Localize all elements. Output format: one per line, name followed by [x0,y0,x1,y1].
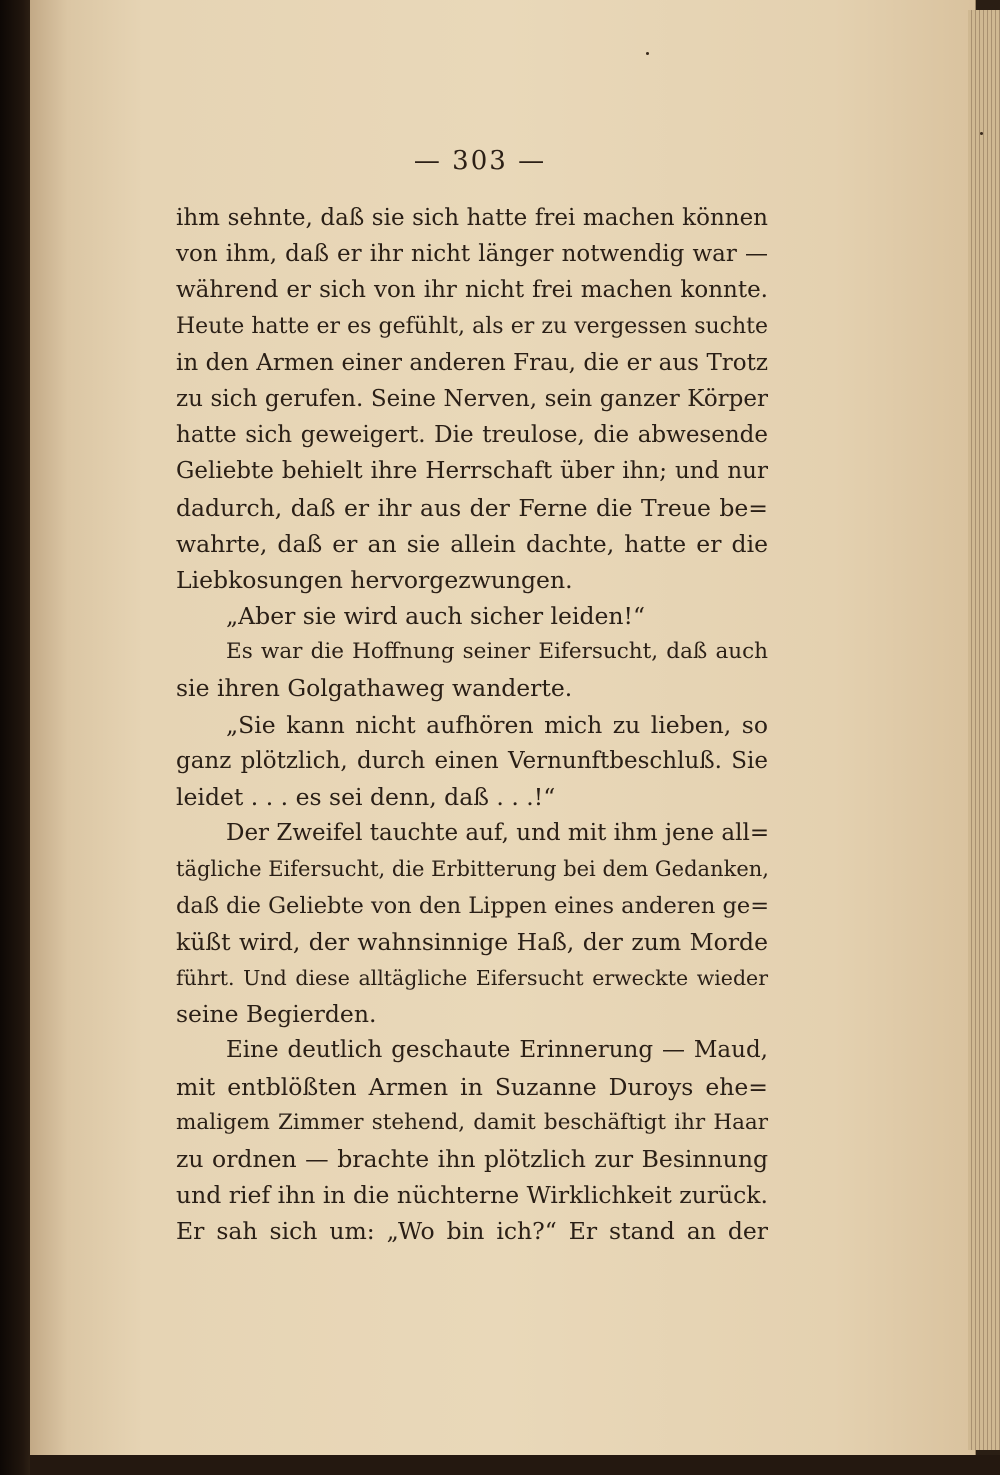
text-line: von ihm, daß er ihr nicht länger notwendig war — [176,241,768,268]
text-line: zu sich gerufen. Seine Nerven, sein ganzer Körper [176,385,768,412]
text-line: hatte sich geweigert. Die treulose, die abwesende [176,422,768,449]
text-line: „Sie kann nicht aufhören mich zu lieben, so [226,710,768,739]
text-line: Es war die Hoffnung seiner Eifersucht, daß auch [226,639,768,665]
text-line: zu ordnen — brachte ihn plötzlich zur Besinnung [176,1144,768,1173]
text-line: leidet . . . es sei denn, daß . . .!“ [176,783,556,811]
text-line: Liebkosungen hervorgezwungen. [176,565,573,594]
body-text [176,200,768,1249]
text-line: ihm sehnte, daß sie sich hatte frei machen können [176,205,768,231]
text-line: in den Armen einer anderen Frau, die er aus Trotz [176,349,768,376]
text-line: Der Zweifel tauchte auf, und mit ihm jene all= [226,820,770,847]
page-number: — 303 — [413,146,547,176]
bottom-shadow [30,1455,1000,1475]
text-line: wahrte, daß er an sie allein dachte, hatte er die [176,529,768,558]
text-line: führt. Und diese alltägliche Eifersucht erweckte wieder [176,965,768,990]
text-line: tägliche Eifersucht, die Erbitterung bei dem Gedanken, [176,857,769,882]
text-line: maligem Zimmer stehend, damit beschäftigt ihr Haar [176,1109,768,1135]
text-line: während er sich von ihr nicht frei machen konnte. [176,277,768,304]
text-line: Eine deutlich geschaute Erinnerung — Maud, [226,1037,768,1064]
text-line: seine Begierden. [176,1000,377,1029]
text-line: und rief ihn in die nüchterne Wirklichkeit zurück. [176,1181,768,1210]
text-line: „Aber sie wird auch sicher leiden!“ [226,602,646,631]
page-edges [968,10,1000,1450]
text-line: mit entblößten Armen in Suzanne Duroys ehe= [176,1072,768,1101]
text-line: daß die Geliebte von den Lippen eines anderen ge= [176,892,770,919]
text-line: dadurch, daß er ihr aus der Ferne die Treue be= [176,493,768,522]
paper-speck [980,132,983,135]
text-line: Heute hatte er es gefühlt, als er zu vergessen suchte [176,313,768,339]
text-line: Er sah sich um: „Wo bin ich?“ Er stand an der [176,1217,768,1246]
text-line: sie ihren Golgathaweg wanderte. [176,674,573,703]
text-line: Geliebte behielt ihre Herrschaft über ihn; und nur [176,458,768,485]
text-line: küßt wird, der wahnsinnige Haß, der zum Morde [176,927,768,956]
paper-speck [646,52,649,55]
text-line: ganz plötzlich, durch einen Vernunftbeschluß. Sie [176,747,768,774]
